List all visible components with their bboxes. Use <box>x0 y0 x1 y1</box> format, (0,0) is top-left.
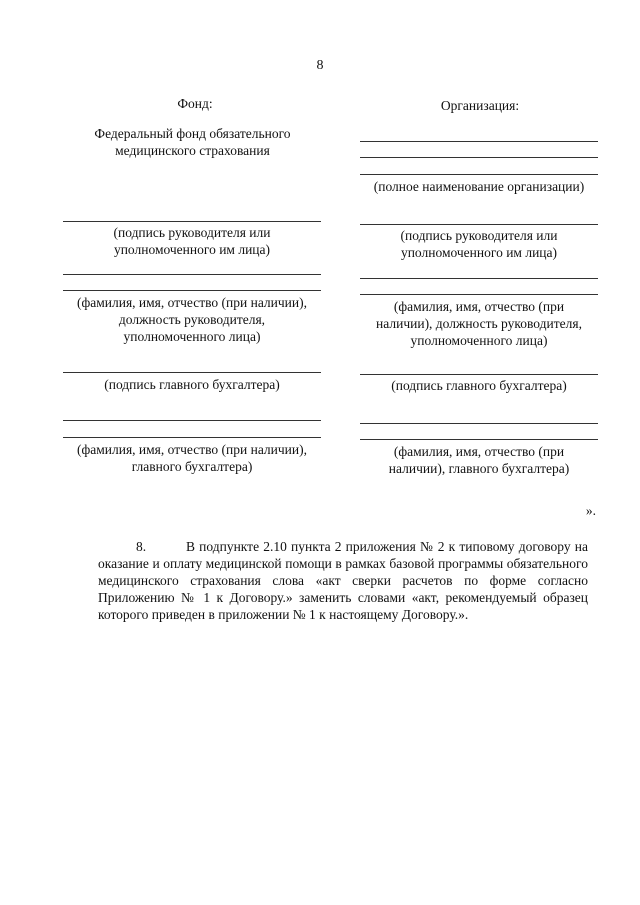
fund-accountant-fio-caption-1: (фамилия, имя, отчество (при наличии), <box>76 442 307 457</box>
paragraph-number: 8. <box>136 539 147 554</box>
fund-accountant-fio-line-1 <box>63 420 321 421</box>
organization-heading: Организация: <box>440 98 520 113</box>
org-name-line-3 <box>360 174 598 175</box>
fund-accountant-signature-caption: (подпись главного бухгалтера) <box>104 377 280 392</box>
org-name-caption: (полное наименование организации) <box>373 179 585 194</box>
org-accountant-fio-line-1 <box>360 423 598 424</box>
org-fio-caption-1: (фамилия, имя, отчество (при <box>393 299 565 314</box>
fund-accountant-fio-line-2 <box>63 437 321 438</box>
fund-fio-caption-3: уполномоченного лица) <box>123 329 261 344</box>
org-accountant-fio-line-2 <box>360 439 598 440</box>
fund-head-signature-caption-2: уполномоченного им лица) <box>113 242 271 257</box>
paragraph-8 <box>98 538 588 623</box>
org-fio-line-2 <box>360 294 598 295</box>
fund-fio-line-1 <box>63 274 321 275</box>
fund-fio-caption-1: (фамилия, имя, отчество (при наличии), <box>76 295 307 310</box>
org-accountant-signature-caption: (подпись главного бухгалтера) <box>391 378 567 393</box>
org-accountant-fio-caption-2: наличии), главного бухгалтера) <box>388 461 570 476</box>
fund-fio-line-2 <box>63 290 321 291</box>
fund-fio-caption-2: должность руководителя, <box>118 312 266 327</box>
org-name-line-1 <box>360 141 598 142</box>
org-fio-caption-2: наличии), должность руководителя, <box>376 316 582 331</box>
fund-accountant-fio-caption-2: главного бухгалтера) <box>131 459 253 474</box>
org-head-signature-line <box>360 224 598 225</box>
org-fio-line-1 <box>360 278 598 279</box>
org-head-signature-caption-2: уполномоченного им лица) <box>400 245 558 260</box>
org-fio-caption-3: уполномоченного лица) <box>410 333 548 348</box>
closing-quote: ». <box>585 503 596 518</box>
org-head-signature-caption-1: (подпись руководителя или <box>400 228 558 243</box>
org-accountant-fio-caption-1: (фамилия, имя, отчество (при <box>393 444 565 459</box>
fund-name-line2: медицинского страхования <box>115 143 270 158</box>
fund-name-line1: Федеральный фонд обязательного <box>94 126 291 141</box>
fund-head-signature-caption-1: (подпись руководителя или <box>113 225 271 240</box>
fund-accountant-signature-line <box>63 372 321 373</box>
fund-heading: Фонд: <box>177 96 213 111</box>
org-accountant-signature-line <box>360 374 598 375</box>
paragraph-text: В подпункте 2.10 пункта 2 приложения № 2 к типовому договору на оказание и оплату медицинской помощи в рамках базовой программы обязательного медицинского страхования слова «акт сверки расчетов по форме согласно Приложению № 1 к Договору.» заменить словами «акт, рекомендуемый образец которого приведен в приложении № 1 к настоящему Договору.». <box>98 539 588 622</box>
page-number: 8 <box>316 58 324 73</box>
org-name-line-2 <box>360 157 598 158</box>
fund-head-signature-line <box>63 221 321 222</box>
